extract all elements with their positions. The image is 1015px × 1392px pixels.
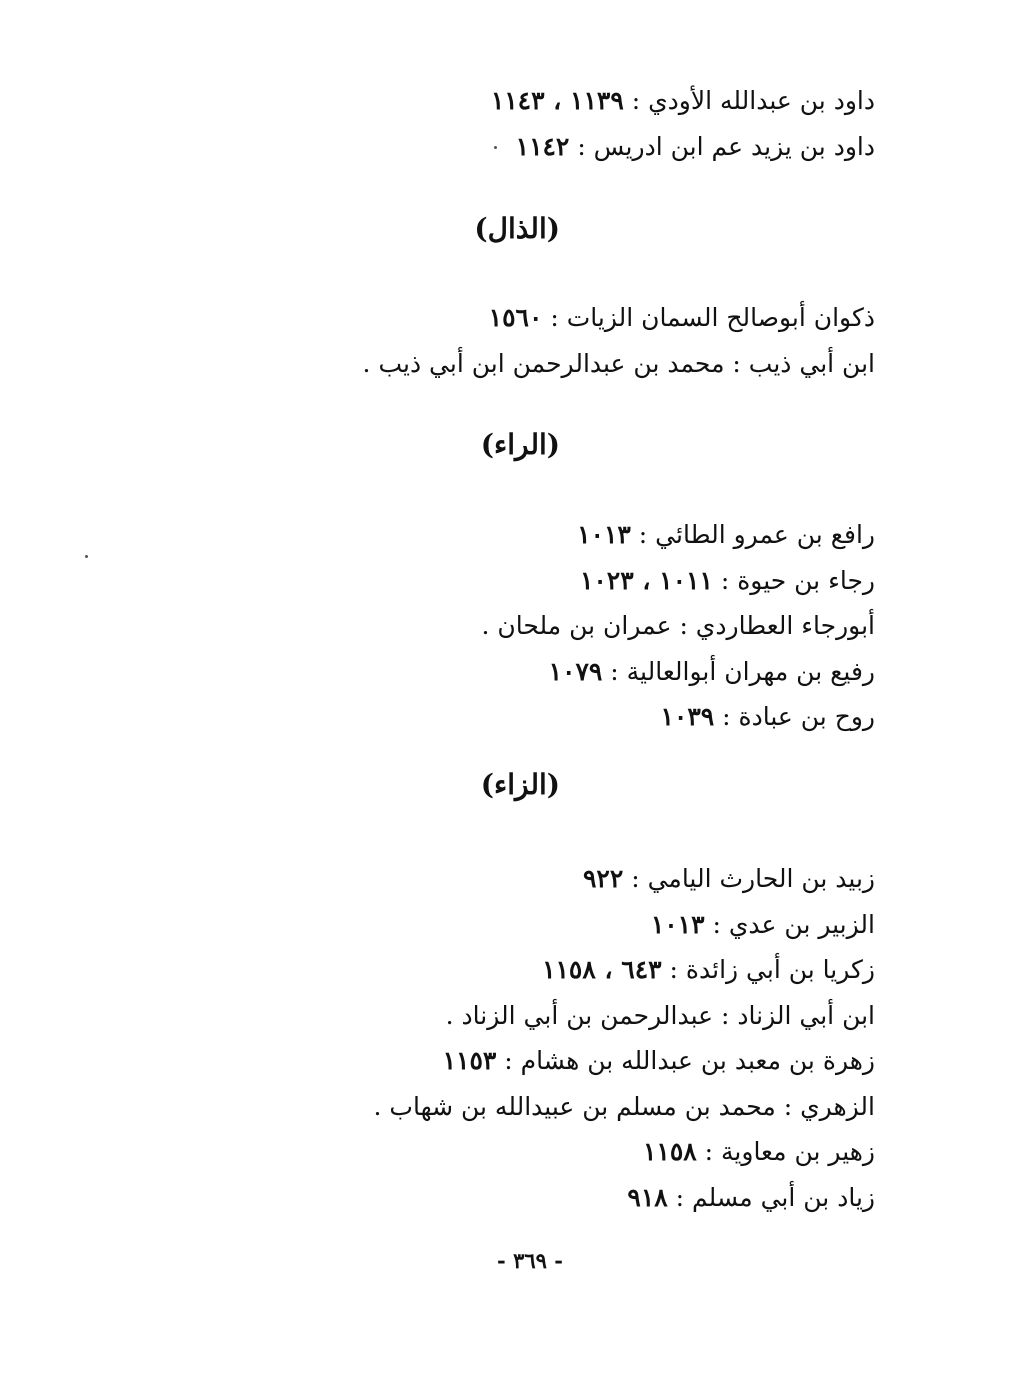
- entry-page-refs: ٩١٨: [627, 1182, 668, 1212]
- entry-page-refs: ١٠٧٩: [548, 656, 603, 686]
- section-heading-ra: (الراء): [480, 428, 560, 461]
- index-entry: [405, 1175, 875, 1221]
- entry-name: الزبير بن عدي :: [712, 909, 875, 939]
- section-heading-dhal: (الذال): [474, 212, 560, 245]
- index-entry: [405, 649, 875, 695]
- entries-ra: [405, 512, 875, 740]
- entry-name: ذكوان أبوصالح السمان الزيات :: [550, 303, 875, 332]
- entry-page-refs: ٩٢٢: [582, 864, 624, 893]
- index-entry: [405, 603, 875, 649]
- entry-name: ابن أبي ذيب : محمد بن عبدالرحمن ابن أبي ذيب .: [362, 348, 875, 378]
- entry-name: زهير بن معاوية :: [704, 1137, 875, 1166]
- entry-page-refs: ٦٤٣ ، ١١٥٨: [542, 955, 662, 984]
- entry-page-refs: ١١٥٣: [442, 1046, 497, 1075]
- section-heading-zay: (الزاء): [480, 768, 560, 801]
- entry-name: رجاء بن حيوة :: [720, 565, 875, 595]
- entry-page-refs: ١٠٣٩: [660, 702, 715, 731]
- index-entry: [405, 947, 875, 993]
- entry-page-refs: ١٠١٣: [577, 520, 631, 549]
- entry-name: أبورجاء العطاردي : عمران بن ملحان .: [481, 611, 875, 640]
- entry-name: داود بن عبدالله الأودي :: [631, 86, 875, 115]
- index-entry: [405, 856, 875, 902]
- index-entry: [362, 341, 875, 387]
- entry-name: زبيد بن الحارث اليامي :: [631, 864, 875, 893]
- entry-page-refs: ١١٣٩ ، ١١٤٣: [490, 86, 624, 115]
- index-entry: [405, 993, 875, 1039]
- entry-page-refs: ١٥٦٠: [488, 303, 543, 332]
- index-entry: [405, 1038, 875, 1084]
- index-entry: [405, 558, 875, 604]
- entry-name: زكريا بن أبي زائدة :: [669, 955, 875, 984]
- scan-speck: [85, 555, 88, 558]
- entries-dal-continued: [405, 78, 875, 169]
- index-entry: [405, 295, 875, 341]
- scan-speck: [494, 146, 497, 149]
- entry-name: زهرة بن معبد بن عبدالله بن هشام :: [504, 1046, 875, 1075]
- index-entry: [405, 78, 875, 124]
- entries-zay: [373, 856, 875, 1220]
- index-entry: [405, 512, 875, 558]
- index-entry: [405, 694, 875, 740]
- entry-page-refs: ١١٤٢: [515, 131, 570, 161]
- entries-dhal: [362, 295, 875, 386]
- index-entry: [405, 124, 875, 170]
- entry-name: داود بن يزيد عم ابن ادريس :: [577, 131, 875, 161]
- entry-name: رفيع بن مهران أبوالعالية :: [610, 656, 875, 686]
- page-number: - ٣٦٩ -: [497, 1248, 563, 1273]
- entry-page-refs: ١١٥٨: [642, 1137, 697, 1166]
- entry-page-refs: ١٠١٣: [650, 909, 705, 939]
- entry-name: روح بن عبادة :: [722, 702, 875, 731]
- index-entry: [373, 1084, 875, 1130]
- entry-name: رافع بن عمرو الطائي :: [638, 520, 875, 549]
- entry-name: زياد بن أبي مسلم :: [675, 1182, 875, 1212]
- entry-page-refs: ١٠١١ ، ١٠٢٣: [579, 565, 713, 595]
- entry-name: الزهري : محمد بن مسلم بن عبيدالله بن شهاب .: [373, 1091, 875, 1121]
- index-entry: [405, 902, 875, 948]
- entry-name: ابن أبي الزناد : عبدالرحمن بن أبي الزناد .: [445, 1000, 875, 1030]
- index-entry: [405, 1129, 875, 1175]
